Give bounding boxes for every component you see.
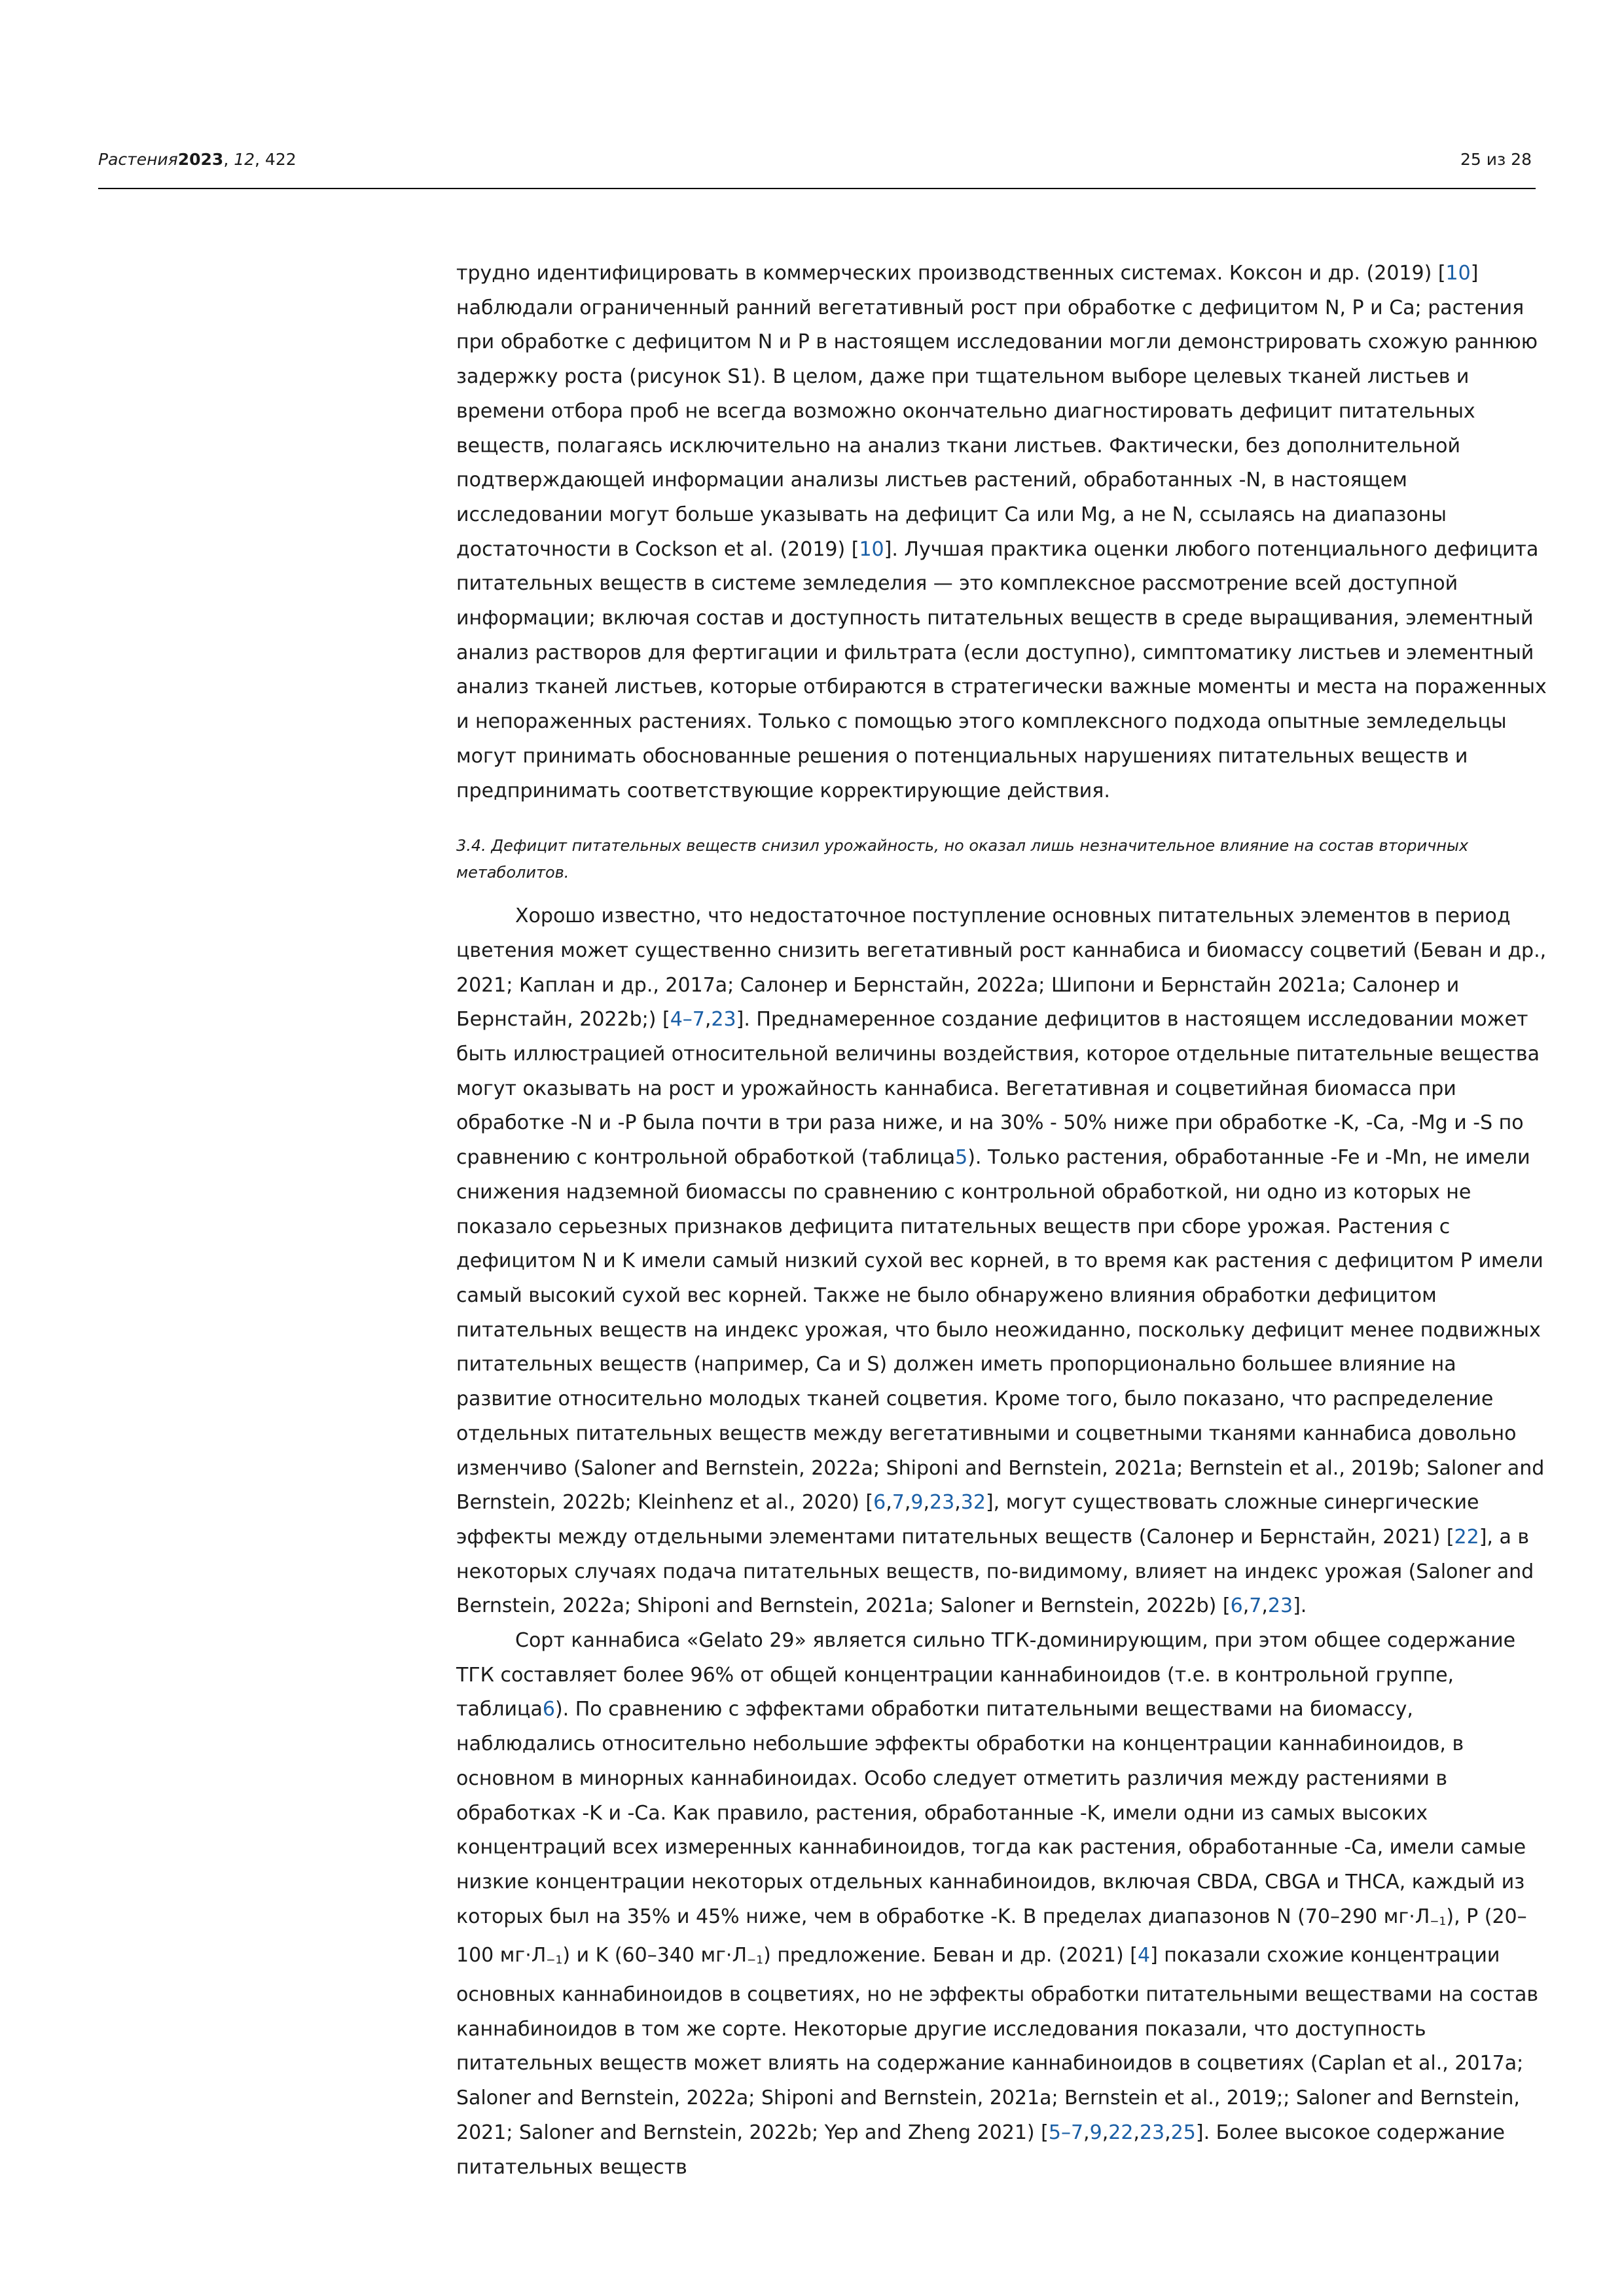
text-run: ). По сравнению с эффектами обработки питательными веществами на биомассу, наблюдались относительно небольшие эффекты обработки на концентрации каннабиноидов, в основном в минорных каннабиноидах. Особо следует отметить различия между растениями в обработках -K и -Ca. Как правило, растения, обработанные -K, имели одни из самых высоких концентраций всех измеренных каннабиноидов, тогда как растения, обработанные -Ca, имели самые низкие концентрации некоторых отдельных каннабиноидов, включая CBDA, CBGA и THCA, каждый из которых был на 35% и 45% ниже, чем в обработке -K. В пределах диапазонов N (70–290 мг·Л	[456, 1698, 1526, 1928]
unit-exponent: −1	[747, 1954, 764, 1967]
citation-link[interactable]: 25	[1170, 2121, 1196, 2144]
unit-exponent: −1	[546, 1954, 563, 1967]
page-number: 25 из 28	[1460, 150, 1532, 169]
citation-separator: ,	[1102, 2121, 1109, 2144]
citation-link[interactable]: 7	[1249, 1594, 1262, 1618]
citation-link[interactable]: 9	[1089, 2121, 1102, 2144]
table-link[interactable]: 6	[542, 1698, 555, 1721]
text-run: трудно идентифицировать в коммерческих производственных системах. Коксон и др. (2019) [	[456, 262, 1446, 285]
citation-link[interactable]: 23	[929, 1491, 955, 1515]
text-run: ]. Более высокое содержание питательных веществ	[456, 2121, 1505, 2179]
journal-citation: Растения2023, 12, 422	[98, 150, 297, 169]
citation-separator: ,	[1164, 2121, 1171, 2144]
citation-link[interactable]: 23	[1267, 1594, 1293, 1618]
section-heading: 3.4. Дефицит питательных веществ снизил урожайность, но оказал лишь незначительное влияние на состав вторичных метаболитов.	[456, 836, 1469, 882]
table-link[interactable]: 5	[955, 1146, 968, 1170]
text-run: ]. Преднамеренное создание дефицитов в настоящем исследовании может быть иллюстрацией относительной величины воздействия, которое отдельные питательные вещества могут оказывать на рост и урожайность каннабиса. Вегетативная и соцветийная биомасса при обработке -N и -P была почти в три раза ниже, и на 30% - 50% ниже при обработке -K, -Ca, -Mg и -S по сравнению с контрольной обработкой (таблица	[456, 1008, 1540, 1170]
citation-separator: ,	[1261, 1594, 1268, 1618]
citation-separator: ,	[954, 1491, 961, 1515]
text-run: ). Только растения, обработанные -Fe и -Mn, не имели снижения надземной биомассы по сравнению с контрольной обработкой, ни одно из которых не показало серьезных признаков дефицита питательных веществ при сборе урожая. Растения с дефицитом N и K имели самый низкий сухой вес корней, в то время как растения с дефицитом P имели самый высокий сухой вес корней. Также не было обнаружено влияния обработки дефицитом питательных веществ на индекс урожая, что было неожиданно, поскольку дефицит менее подвижных питательных веществ (например, Ca и S) должен иметь пропорционально большее влияние на развитие относительно молодых тканей соцветия. Кроме того, было показано, что распределение отдельных питательных веществ между вегетативными и соцветными тканями каннабиса довольно изменчиво (Saloner and Bernstein, 2022a; Shiponi and Bernstein, 2021a; Bernstein et al., 2019b; Saloner and Bernstein, 2022b; Kleinhenz et al., 2020) [	[456, 1146, 1545, 1515]
unit-exponent: −1	[1430, 1914, 1447, 1928]
citation-link[interactable]: 6	[1230, 1594, 1243, 1618]
citation-link[interactable]: 9	[911, 1491, 924, 1515]
citation-separator: ,	[1242, 1594, 1250, 1618]
citation-link[interactable]: 5	[1048, 2121, 1061, 2144]
text-run: Хорошо известно, что недостаточное поступление основных питательных элементов в период цветения может существенно снизить вегетативный рост каннабиса и биомассу соцветий (Беван и др., 2021; Каплан и др., 2017a; Салонер и Бернстайн, 2022a; Шипони и Бернстайн 2021a; Салонер и Бернстайн, 2022b;) [	[456, 905, 1547, 1031]
citation-separator: ,	[904, 1491, 911, 1515]
citation-link[interactable]: 22	[1454, 1525, 1479, 1549]
text-run: ] наблюдали ограниченный ранний вегетативный рост при обработке с дефицитом N, P и Ca; растения при обработке с дефицитом N и P в настоящем исследовании могли демонстрировать схожую раннюю задержку роста (рисунок S1). В целом, даже при тщательном выборе целевых тканей листьев и времени отбора проб не всегда возможно окончательно диагностировать дефицит питательных веществ, полагаясь исключительно на анализ ткани листьев. Фактически, без дополнительной подтверждающей информации анализы листьев растений, обработанных -N, в настоящем исследовании могут больше указывать на дефицит Ca или Mg, а не N, ссылаясь на диапазоны достаточности в Cockson et al. (2019) [	[456, 262, 1538, 561]
citation-link[interactable]: 23	[711, 1008, 736, 1031]
text-run: ], могут существовать сложные синергические эффекты между отдельными элементами питательных веществ (Салонер и Бернстайн, 2021) [	[456, 1491, 1479, 1549]
citation-link[interactable]: 6	[873, 1491, 886, 1515]
paragraph-continuation	[456, 257, 1549, 808]
journal-year: 2023	[177, 150, 224, 169]
text-run: ]. Лучшая практика оценки любого потенциального дефицита питательных веществ в системе земледелия — это комплексное рассмотрение всей доступной информации; включая состав и доступность питательных веществ в среде выращивания, элементный анализ растворов для фертигации и фильтрата (если доступно), симптоматику листьев и элементный анализ тканей листьев, которые отбираются в стратегически важные моменты и места на пораженных и непораженных растениях. Только с помощью этого комплексного подхода опытные земледельцы могут принимать обоснованные решения о потенциальных нарушениях питательных веществ и предпринимать соответствующие корректирующие действия.	[456, 537, 1547, 802]
citation-link[interactable]: 7	[892, 1491, 905, 1515]
citation-link[interactable]: 22	[1108, 2121, 1134, 2144]
text-run: ) и K (60–340 мг·Л	[562, 1944, 748, 1967]
text-run: ].	[1293, 1594, 1307, 1618]
journal-pages: , 422	[255, 150, 297, 169]
paragraph	[456, 899, 1549, 1624]
text-run: ) предложение. Беван и др. (2021) [	[763, 1944, 1138, 1967]
citation-separator: –	[682, 1008, 693, 1031]
page-header	[98, 147, 1536, 189]
journal-name: Растения	[98, 150, 178, 169]
citation-separator: ,	[704, 1008, 712, 1031]
citation-separator: ,	[923, 1491, 930, 1515]
text-run: ], а в некоторых случаях подача питательных веществ, по-видимому, влияет на индекс урожая (Saloner and Bernstein, 2022a; Shiponi and Bernstein, 2021a; Saloner и Bernstein, 2022b) [	[456, 1525, 1534, 1618]
citation-separator: ,	[886, 1491, 892, 1515]
citation-separator: ,	[1083, 2121, 1090, 2144]
text-run: ] показали схожие концентрации основных каннабиноидов в соцветиях, но не эффекты обработки питательными веществами на состав каннабиноидов в том же сорте. Некоторые другие исследования показали, что доступность питательных веществ может влиять на содержание каннабиноидов в соцветиях (Caplan et al., 2017a; Saloner and Bernstein, 2022a; Shiponi and Bernstein, 2021a; Bernstein et al., 2019;; Saloner and Bernstein, 2021; Saloner and Bernstein, 2022b; Yep and Zheng 2021) [	[456, 1944, 1539, 2144]
citation-link[interactable]: 7	[692, 1008, 705, 1031]
citation-link[interactable]: 23	[1139, 2121, 1165, 2144]
citation-separator: ,	[1133, 2121, 1140, 2144]
citation-link[interactable]: 10	[859, 537, 884, 561]
journal-volume: 12	[234, 150, 255, 169]
citation-link[interactable]: 32	[960, 1491, 986, 1515]
text-run: ), P (20–100 мг·Л	[456, 1905, 1527, 1967]
citation-link[interactable]: 10	[1445, 262, 1471, 285]
citation-link[interactable]: 7	[1070, 2121, 1084, 2144]
citation-link[interactable]: 4	[670, 1008, 683, 1031]
citation-link[interactable]: 4	[1137, 1944, 1151, 1967]
citation-separator: –	[1060, 2121, 1071, 2144]
text-run: Сорт каннабиса «Gelato 29» является сильно ТГК-доминирующим, при этом общее содержание ТГК составляет более 96% от общей концентрации каннабиноидов (т.е. в контрольной группе, таблица	[456, 1629, 1516, 1721]
paragraph	[456, 1624, 1549, 2185]
main-text	[456, 257, 1549, 2185]
